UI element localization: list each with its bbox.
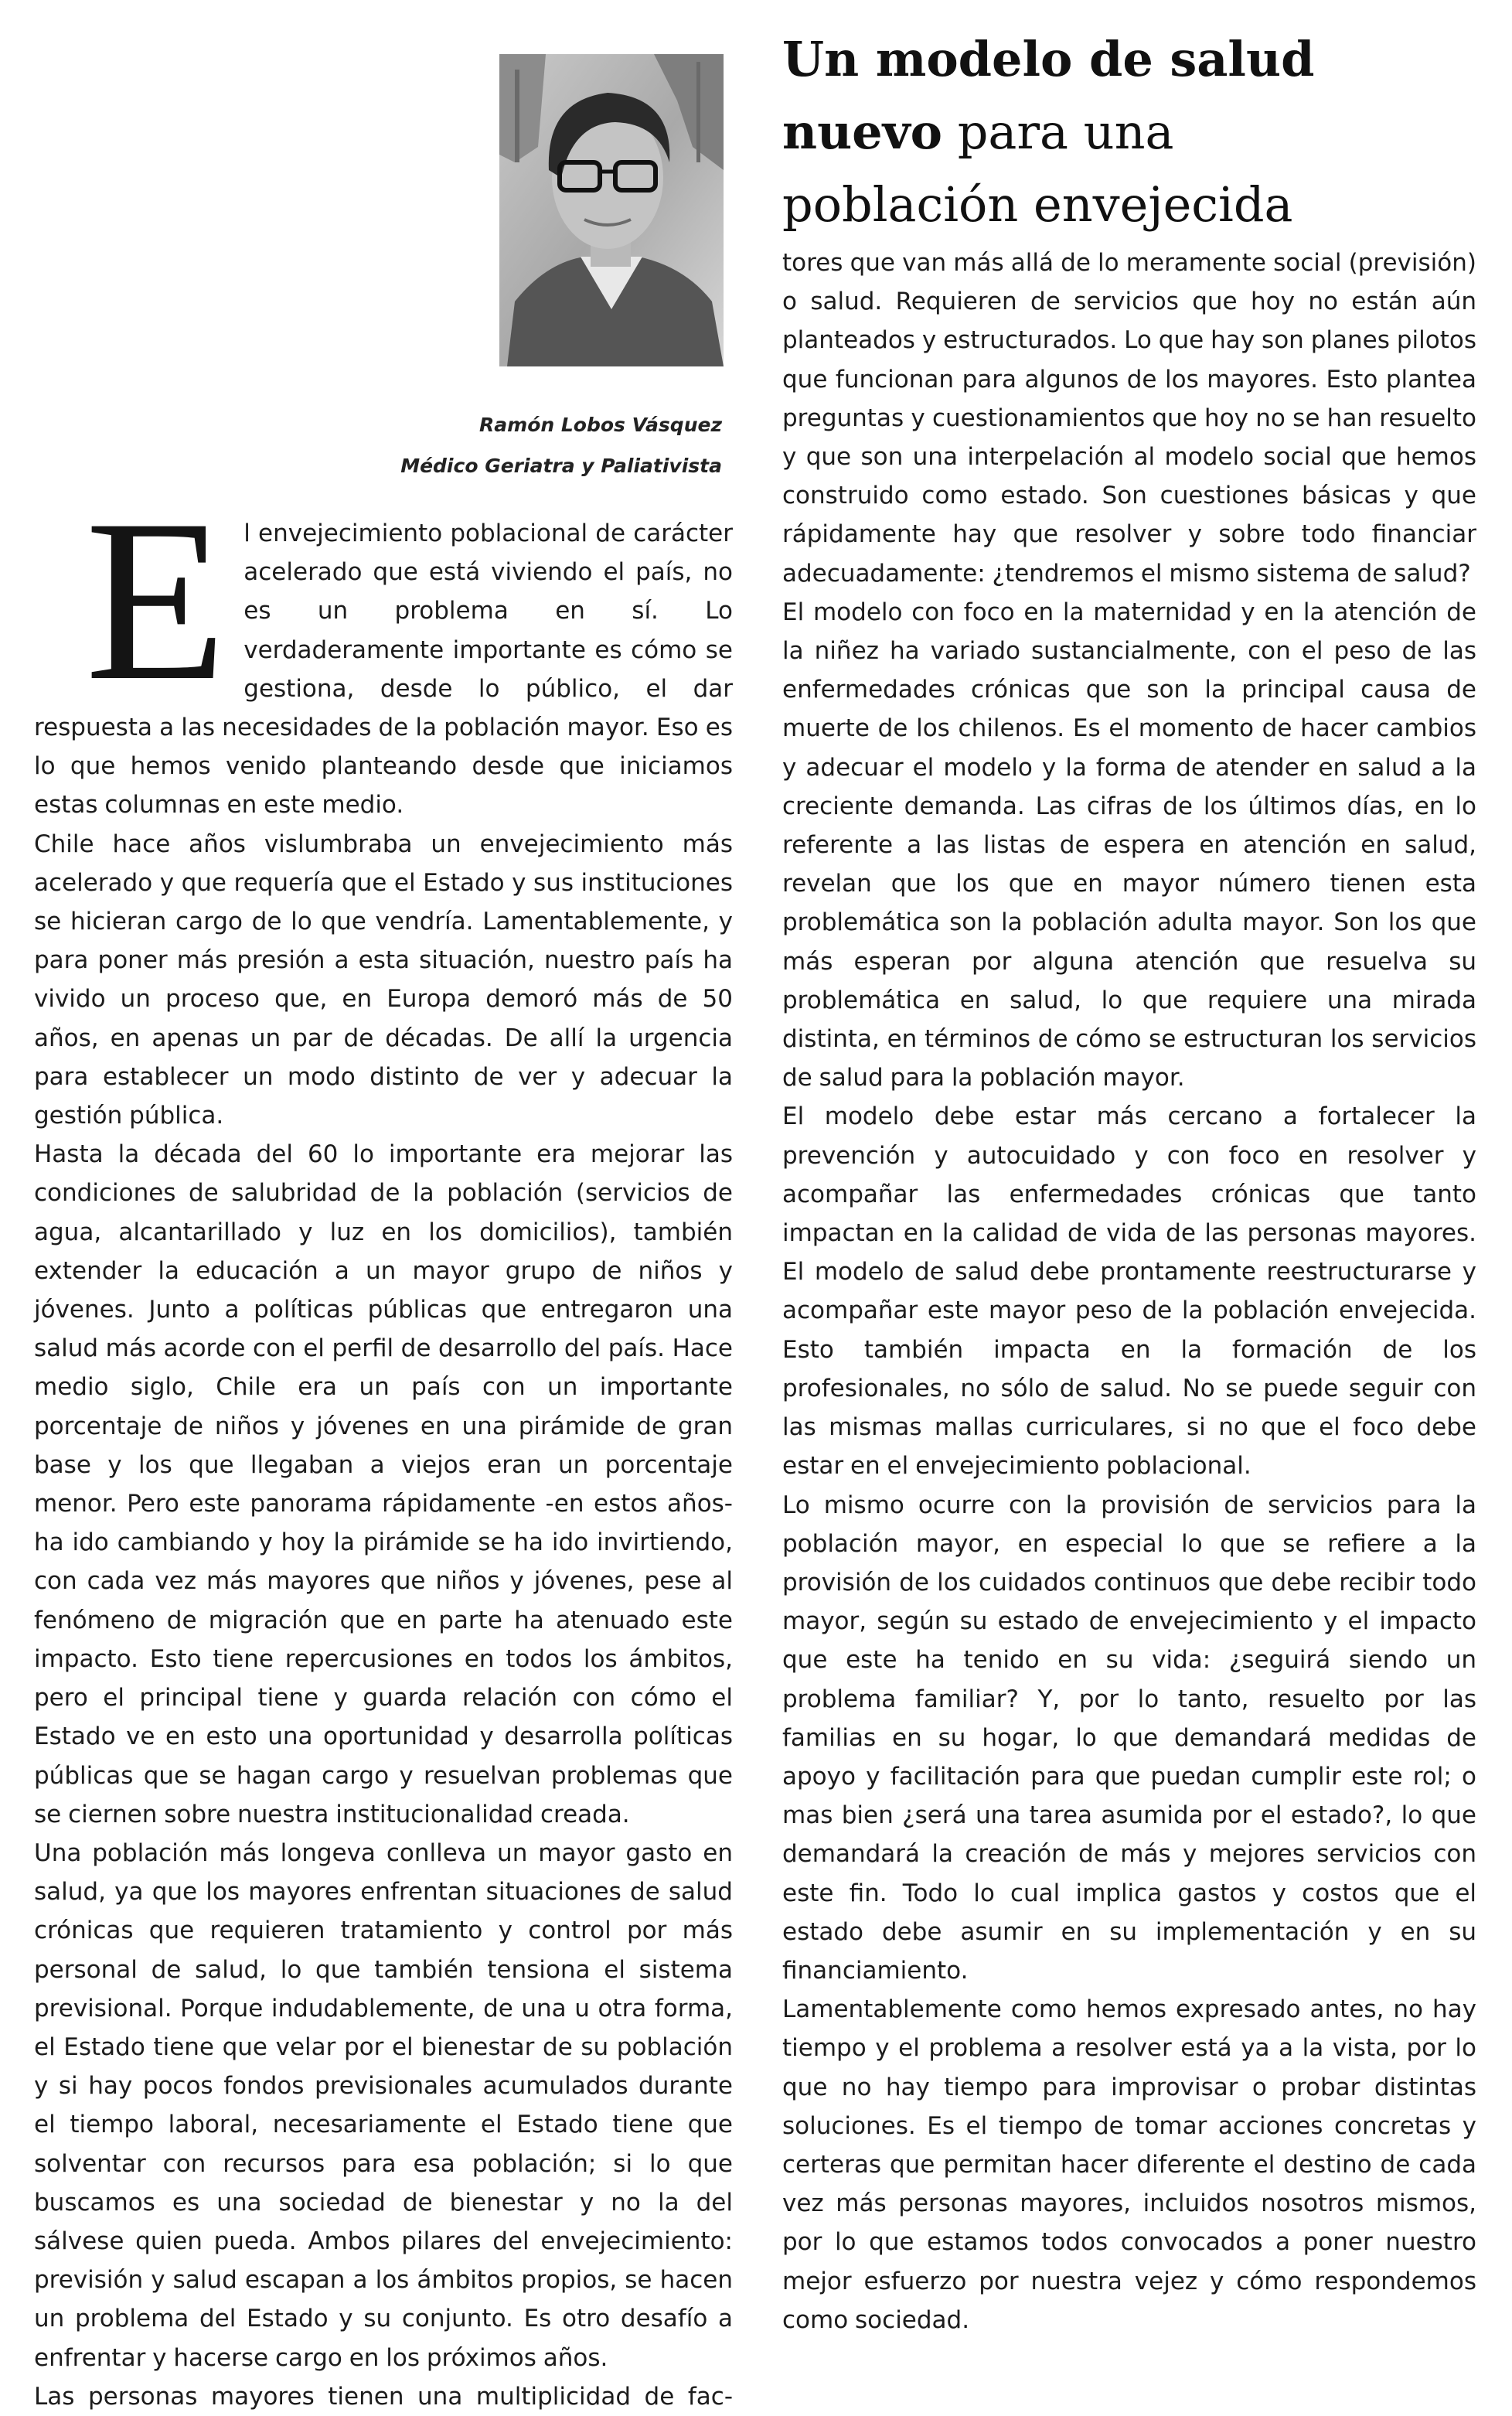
paragraph: Las personas mayores tienen una multiplicidad de fac- bbox=[34, 2382, 733, 2411]
paragraph: Lamentablemente como hemos expresado antes, no hay tiempo y el problema a resolver está ya a la vista, por lo que no hay tiempo para improvisar o probar distintas soluciones. Es el tiempo de tomar acciones concretas y certeras que permitan hacer diferente el destino de cada vez más personas mayores, incluidos nosotros mismos, por lo que estamos todos convocados a poner nuestro mejor esfuerzo por nuestra vejez y cómo respondemos como sociedad. bbox=[782, 1995, 1476, 2334]
headline-line-3: población envejecida bbox=[782, 176, 1293, 233]
paragraph: Lo mismo ocurre con la provisión de servicios para la población mayor, en especial lo que se refiere a la provisión de los cuidados continuos que debe recibir todo mayor, según su estado de envejecimiento y el impacto que este ha tenido en su vida: ¿seguirá siendo un problema familiar? Y, por lo tanto, resuelto por las familias en su hogar, lo que demandará medidas de apoyo y facilitación para que puedan cumplir este rol; o mas bien ¿será una tarea asumida por el estado?, lo que demandará la creación de más y mejores servicios con este fin. Todo lo cual implica gastos y costos que el estado debe asumir en su implementación y en su financiamiento. bbox=[782, 1491, 1476, 1985]
headline-line-1: Un modelo de salud bbox=[782, 31, 1315, 87]
author-photo bbox=[499, 54, 724, 366]
headline-bold-word: nuevo bbox=[782, 104, 942, 160]
author-name: Ramón Lobos Vásquez bbox=[479, 414, 722, 436]
paragraph: Una población más longeva conlleva un mayor gasto en salud, ya que los mayores enfrentan situaciones de salud crónicas que requieren tratamiento y control por más personal de salud, lo que también tensiona el sistema previsional. Porque indudablemente, de una u otra forma, el Estado tiene que velar por el bienestar de su población y si hay pocos fondos previsionales acumulados durante el tiempo laboral, necesariamente el Estado tiene que solventar con recursos para esa población; si lo que buscamos es una sociedad de bienestar y no la del sálvese quien pueda. Ambos pilares del envejecimiento: previsión y salud escapan a los ámbitos propios, se hacen un problema del Estado y su conjunto. Es otro desafío a enfrentar y hacerse cargo en los próximos años. bbox=[34, 1838, 733, 2372]
paragraph: El modelo con foco en la maternidad y en la atención de la niñez ha variado sustancialmente, con el peso de las enfermedades crónicas que son la principal causa de muerte de los chilenos. Es el momento de hacer cambios y adecuar el modelo y la forma de atender en salud a la creciente demanda. Las cifras de los últimos días, en lo referente a las listas de espera en atención en salud, revelan que los que en mayor número tienen esta problemática son la población adulta mayor. Son los que más esperan por alguna atención que resuelva su problemática en salud, lo que requiere una mirada distinta, en términos de cómo se estructuran los servicios de salud para la población mayor. bbox=[782, 598, 1476, 1092]
paragraph: Chile hace años vislumbraba un envejecimiento más acelerado y que requería que el Estado y sus instituciones se hicieran cargo de lo que vendría. Lamentablemente, y para poner más presión a esta situación, nuestro país ha vivido un proceso que, en Europa demoró más de 50 años, en apenas un par de décadas. De allí la urgencia para establecer un modo distinto de ver y adecuar la gestión pública. bbox=[34, 830, 733, 1130]
author-role: Médico Geriatra y Paliativista bbox=[400, 455, 722, 477]
paragraph: l envejecimiento poblacional de carácter acelerado que está viviendo el país, no es un problema en sí. Lo verdaderamente importante es cómo se gestiona, desde lo público, el dar respuesta a las necesidades de la población mayor. Eso es lo que hemos venido planteando desde que iniciamos estas columnas en este medio. bbox=[34, 520, 733, 820]
article-headline bbox=[782, 23, 1478, 241]
author-portrait-illustration bbox=[499, 54, 724, 366]
paragraph: Hasta la década del 60 lo importante era mejorar las condiciones de salubridad de la población (servicios de agua, alcantarillado y luz en los domicilios), también extender la educación a un mayor grupo de niños y jóvenes. Junto a políticas públicas que entregaron una salud más acorde con el perfil de desarrollo del país. Hace medio siglo, Chile era un país con un importante porcentaje de niños y jóvenes en una pirámide de gran base y los que llegaban a viejos eran un porcentaje menor. Pero este panorama rápidamente -en estos años- ha ido cambiando y hoy la pirámide se ha ido invirtiendo, con cada vez más mayores que niños y jóvenes, pese al fenómeno de migración que en parte ha atenuado este impacto. Esto tiene repercusiones en todos los ámbitos, pero el principal tiene y guarda relación con cómo el Estado ve en esto una oportunidad y desarrolla políticas públicas que se hagan cargo y resuelvan problemas que se ciernen sobre nuestra institucionalidad creada. bbox=[34, 1140, 733, 1828]
left-column bbox=[34, 472, 733, 2416]
headline-line-2-rest: para una bbox=[942, 104, 1174, 160]
headline-line-2 bbox=[782, 96, 1478, 169]
paragraph: tores que van más allá de lo meramente social (previsión) o salud. Requieren de servicios que hoy no están aún planteados y estructurados. Lo que hay son planes pilotos que funcionan para algunos de los mayores. Esto plantea preguntas y cuestionamientos que hoy no se han resuelto y que son una interpelación al modelo social que hemos construido como estado. Son cuestiones básicas y que rápidamente hay que resolver y sobre todo financiar adecuadamente: ¿tendremos el mismo sistema de salud? bbox=[782, 249, 1476, 588]
paragraph: El modelo debe estar más cercano a fortalecer la prevención y autocuidado y con foco en resolver y acompañar las enfermedades crónicas que tanto impactan en la calidad de vida de las personas mayores. El modelo de salud debe prontamente reestructurarse y acompañar este mayor peso de la población envejecida. Esto también impacta en la formación de los profesionales, no sólo de salud. No se puede seguir con las mismas mallas curriculares, si no que el foco debe estar en el envejecimiento poblacional. bbox=[782, 1102, 1476, 1481]
right-column bbox=[782, 244, 1476, 2339]
drop-cap: E bbox=[85, 472, 227, 728]
